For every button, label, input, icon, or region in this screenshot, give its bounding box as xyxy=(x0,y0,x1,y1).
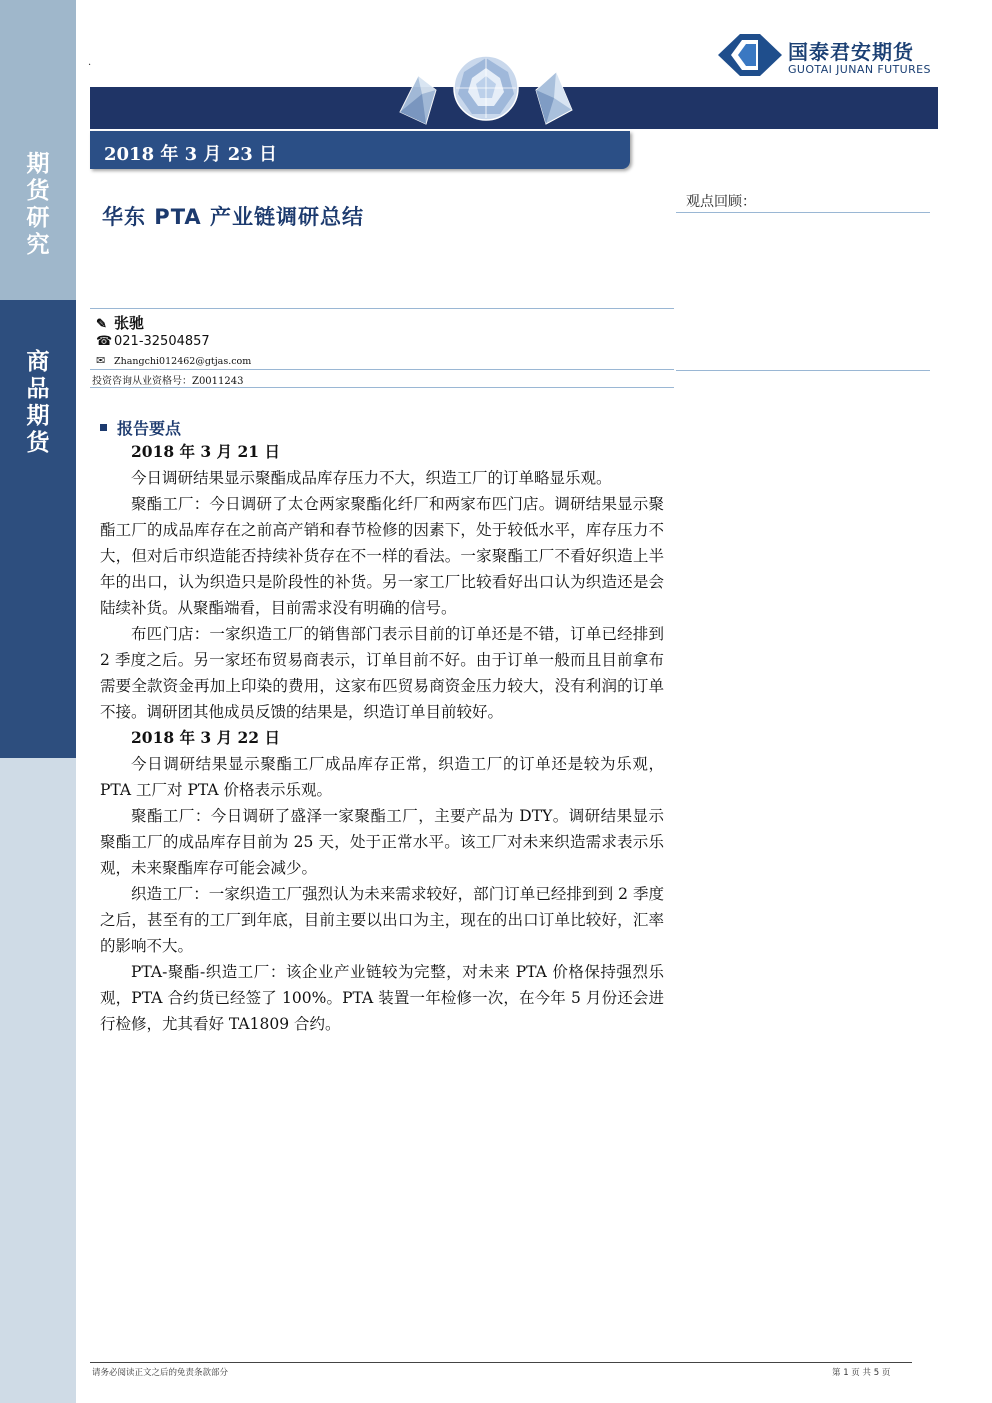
report-body xyxy=(100,439,664,1037)
author-phone-row xyxy=(96,334,210,349)
body-paragraph: 聚酯工厂：今日调研了盛泽一家聚酯工厂，主要产品为 DTY。调研结果显示聚酯工厂的成品库存目前为 25 天，处于正常水平。该工厂对未来织造需求表示乐观，未来聚酯库存可能会减少。 xyxy=(100,807,664,877)
author-email-row xyxy=(96,354,251,367)
footer-divider xyxy=(90,1362,912,1363)
author-email: Zhangchi012462@gtjas.com xyxy=(114,356,252,367)
left-sidebar xyxy=(0,0,76,1403)
body-paragraph: 布匹门店：一家织造工厂的销售部门表示目前的订单还是不错，订单已经排到 2 季度之后。另一家坯布贸易商表示，订单目前不好。由于订单一般而且目前拿布需要全款资金再加上印染的费用，这家布匹贸易商资金压力较大，没有利润的订单不接。调研团其他成员反馈的结果是，织造订单目前较好。 xyxy=(100,625,664,721)
review-divider xyxy=(676,212,930,213)
author-bottom-divider xyxy=(90,387,674,388)
author-name: 张驰 xyxy=(114,314,145,332)
sidebar-char: 期 xyxy=(26,150,50,177)
author-name-row xyxy=(96,312,144,333)
sidebar-char: 货 xyxy=(26,429,50,456)
body-paragraph: 今日调研结果显示聚酯成品库存压力不大，织造工厂的订单略显乐观。 xyxy=(131,469,612,487)
report-date-bar xyxy=(90,131,630,169)
footer-disclaimer: 请务必阅读正文之后的免责条款部分 xyxy=(92,1368,229,1378)
guotai-junan-logo-icon xyxy=(718,34,782,76)
report-title: 华东 PTA 产业链调研总结 xyxy=(102,205,364,229)
header-dot: · xyxy=(88,60,92,71)
report-date: 2018 年 3 月 23 日 xyxy=(104,144,278,165)
author-certificate: 投资咨询从业资格号：Z0011243 xyxy=(92,376,244,387)
email-icon: ✉ xyxy=(96,354,106,367)
sidebar-char: 期 xyxy=(26,402,50,429)
pencil-icon: ✎ xyxy=(96,317,107,332)
section-heading xyxy=(100,416,181,439)
review-label: 观点回顾： xyxy=(686,194,756,210)
sidebar-bottom-panel xyxy=(0,758,76,1403)
date-subheading: 2018 年 3 月 21 日 xyxy=(131,442,280,461)
brand-name-cn: 国泰君安期货 xyxy=(788,40,914,64)
sidebar-char: 研 xyxy=(26,204,50,231)
author-phone: 021-32504857 xyxy=(114,334,210,349)
page-indicator: 第 1 页 共 5 页 xyxy=(832,1368,891,1378)
section-title: 报告要点 xyxy=(117,419,182,438)
right-divider xyxy=(676,370,930,371)
sidebar-char: 品 xyxy=(26,375,50,402)
company-logo xyxy=(718,32,938,80)
bullet-square-icon xyxy=(100,424,107,431)
author-mid-divider xyxy=(90,369,674,370)
sidebar-char: 货 xyxy=(26,177,50,204)
sidebar-char: 究 xyxy=(26,231,50,258)
sidebar-char: 商 xyxy=(26,348,50,375)
sidebar-label-research xyxy=(0,150,76,258)
author-top-divider xyxy=(90,308,674,309)
body-paragraph: 织造工厂：一家织造工厂强烈认为未来需求较好，部门订单已经排到到 2 季度之后，甚至有的工厂到年底，目前主要以出口为主，现在的出口订单比较好，汇率的影响不大。 xyxy=(100,885,664,955)
body-paragraph: 今日调研结果显示聚酯工厂成品库存正常，织造工厂的订单还是较为乐观，PTA 工厂对 PTA 价格表示乐观。 xyxy=(100,755,664,799)
body-paragraph: PTA-聚酯-织造工厂：该企业产业链较为完整，对未来 PTA 价格保持强烈乐观，PTA 合约货已经签了 100%。PTA 装置一年检修一次，在今年 5 月份还会进行检修，尤其看好 TA1809 合约。 xyxy=(100,963,664,1033)
body-paragraph: 聚酯工厂：今日调研了太仓两家聚酯化纤厂和两家布匹门店。调研结果显示聚酯工厂的成品库存在之前高产销和春节检修的因素下，处于较低水平，库存压力不大，但对后市织造能否持续补货存在不一样的看法。一家聚酯工厂不看好织造上半年的出口，认为织造只是阶段性的补货。另一家工厂比较看好出口认为织造还是会陆续补货。从聚酯端看，目前需求没有明确的信号。 xyxy=(100,495,664,617)
sidebar-label-commodity xyxy=(0,348,76,456)
date-subheading: 2018 年 3 月 22 日 xyxy=(131,728,280,747)
phone-icon: ☎ xyxy=(96,334,113,349)
brand-name-en: GUOTAI JUNAN FUTURES xyxy=(788,63,931,76)
diamond-gems-icon xyxy=(396,50,576,130)
